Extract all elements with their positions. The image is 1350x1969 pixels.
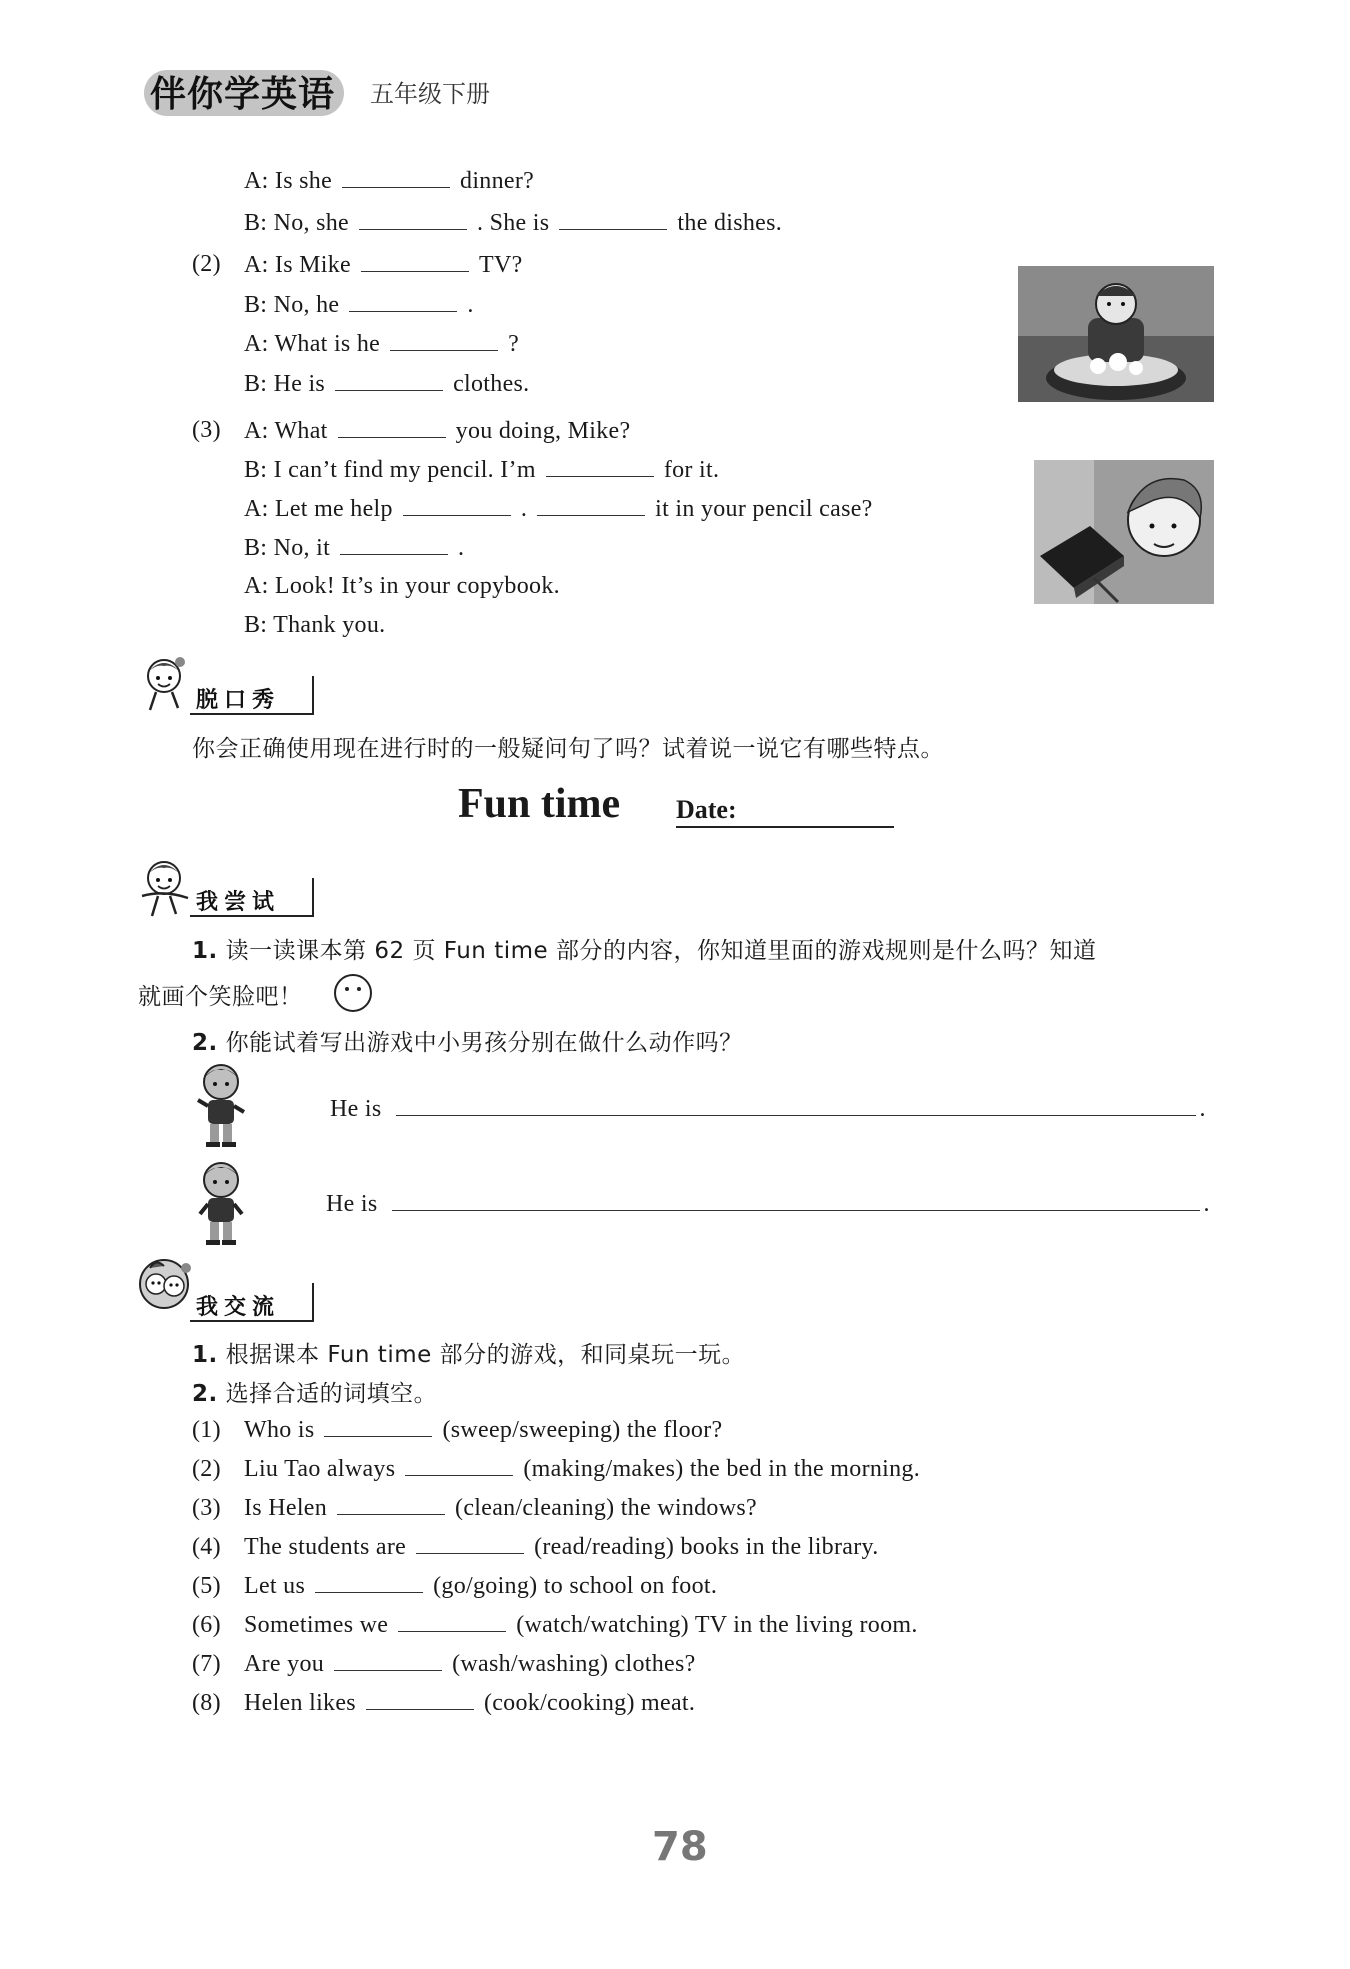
- answer-line-1: He is .: [330, 1093, 1206, 1124]
- answer-blank[interactable]: [390, 328, 498, 351]
- answer-blank[interactable]: [359, 207, 467, 230]
- answer-blank[interactable]: [337, 1492, 445, 1515]
- boy-pencil-case-illustration: [1034, 460, 1214, 604]
- section-underline: [190, 915, 314, 917]
- answer-blank[interactable]: [361, 249, 469, 272]
- dialogue3-line6: B: Thank you.: [244, 612, 386, 638]
- answer-blank[interactable]: [335, 368, 443, 391]
- page-number: 78: [652, 1824, 708, 1870]
- brand-title: 伴你学英语: [150, 74, 336, 115]
- answer-blank[interactable]: [340, 532, 448, 555]
- section-divider: [312, 1283, 314, 1321]
- date-label: Date:: [676, 795, 737, 824]
- fill-item: (2) Liu Tao always (making/makes) the bed in the morning.: [192, 1453, 920, 1484]
- answer-blank[interactable]: [324, 1414, 432, 1437]
- exchange-question-2: 2. 选择合适的词填空。: [192, 1381, 438, 1407]
- dialogue2-line2: B: No, he .: [244, 289, 474, 320]
- try-section-title: 我尝试: [196, 890, 281, 915]
- fill-item: (8) Helen likes (cook/cooking) meat.: [192, 1687, 695, 1718]
- fill-item: (1) Who is (sweep/sweeping) the floor?: [192, 1414, 722, 1445]
- fun-time-title: Fun time: [458, 781, 621, 827]
- dialogue3-line4: B: No, it .: [244, 532, 464, 563]
- dialogue1-line2: B: No, she . She is the dishes.: [244, 207, 782, 238]
- dialogue3-line3: A: Let me help . it in your pencil case?: [244, 493, 873, 524]
- answer-blank[interactable]: [366, 1687, 474, 1710]
- fill-item: (6) Sometimes we (watch/watching) TV in the living room.: [192, 1609, 918, 1640]
- girl-mascot-icon: [140, 654, 190, 712]
- answer-blank[interactable]: [315, 1570, 423, 1593]
- date-field[interactable]: [676, 826, 894, 828]
- fill-item: (7) Are you (wash/washing) clothes?: [192, 1648, 696, 1679]
- talk-show-title: 脱口秀: [196, 688, 281, 713]
- answer-blank[interactable]: [349, 289, 457, 312]
- answer-blank[interactable]: [338, 415, 446, 438]
- answer-blank[interactable]: [537, 493, 645, 516]
- section-divider: [312, 676, 314, 714]
- section-underline: [190, 1320, 314, 1322]
- answer-blank[interactable]: [342, 165, 450, 188]
- answer-blank[interactable]: [405, 1453, 513, 1476]
- fill-item: (4) The students are (read/reading) books in the library.: [192, 1531, 879, 1562]
- boy-figure-icon: [192, 1060, 250, 1148]
- section-divider: [312, 878, 314, 916]
- try-question-2: 2. 你能试着写出游戏中小男孩分别在做什么动作吗？: [192, 1030, 743, 1056]
- section-underline: [190, 713, 314, 715]
- answer-blank[interactable]: [392, 1188, 1200, 1211]
- answer-blank[interactable]: [546, 454, 654, 477]
- dialogue2-line4: B: He is clothes.: [244, 368, 529, 399]
- dialogue3-line2: B: I can’t find my pencil. I’m for it.: [244, 454, 719, 485]
- dialogue2-number: (2): [192, 251, 221, 277]
- answer-blank[interactable]: [403, 493, 511, 516]
- answer-blank[interactable]: [416, 1531, 524, 1554]
- try-question-1: 1. 读一读课本第 62 页 Fun time 部分的内容，你知道里面的游戏规则是什么吗？知道: [192, 938, 1097, 964]
- answer-blank[interactable]: [334, 1648, 442, 1671]
- answer-blank[interactable]: [396, 1093, 1196, 1116]
- answer-blank[interactable]: [559, 207, 667, 230]
- boy-washing-illustration: [1018, 266, 1214, 402]
- dialogue1-line1: A: Is she dinner?: [244, 165, 534, 196]
- girl-mascot-icon: [138, 856, 192, 918]
- dialogue2-line1: A: Is Mike TV?: [244, 249, 523, 280]
- boy-figure-icon: [192, 1158, 250, 1246]
- mascot-pair-icon: [136, 1256, 194, 1318]
- smiley-face-icon[interactable]: [332, 972, 374, 1014]
- talk-show-question: 你会正确使用现在进行时的一般疑问句了吗？试着说一说它有哪些特点。: [192, 736, 944, 762]
- dialogue2-line3: A: What is he ?: [244, 328, 519, 359]
- dialogue3-line5: A: Look! It’s in your copybook.: [244, 573, 560, 599]
- grade-label: 五年级下册: [370, 80, 490, 108]
- exchange-section-title: 我交流: [196, 1295, 281, 1320]
- fill-item: (3) Is Helen (clean/cleaning) the windows?: [192, 1492, 757, 1523]
- dialogue3-line1: A: What you doing, Mike?: [244, 415, 630, 446]
- exchange-question-1: 1. 根据课本 Fun time 部分的游戏，和同桌玩一玩。: [192, 1342, 746, 1368]
- answer-blank[interactable]: [398, 1609, 506, 1632]
- answer-line-2: He is .: [326, 1188, 1210, 1219]
- fill-item: (5) Let us (go/going) to school on foot.: [192, 1570, 717, 1601]
- dialogue3-number: (3): [192, 417, 221, 443]
- try-question-1-continued: 就画个笑脸吧！: [138, 984, 303, 1010]
